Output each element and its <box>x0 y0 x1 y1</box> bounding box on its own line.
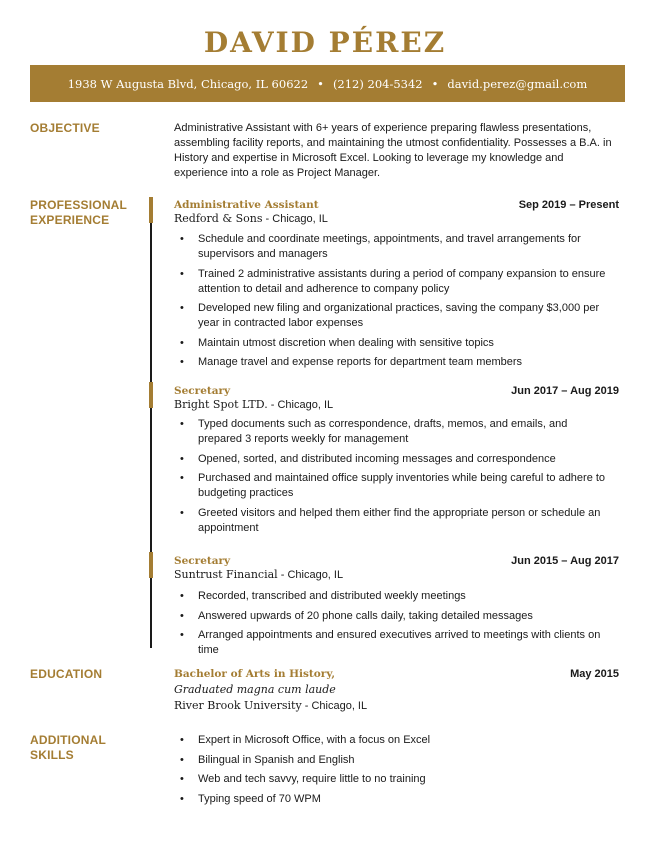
list-item: • Typing speed of 70 WPM <box>174 792 614 807</box>
timeline-line <box>150 197 152 648</box>
job-bullets <box>174 232 614 375</box>
education-school <box>174 699 367 713</box>
job-company <box>174 398 333 412</box>
company-location: - Chicago, IL <box>262 213 328 225</box>
experience-heading-line2: EXPERIENCE <box>30 213 110 227</box>
job-dates: Jun 2017 – Aug 2019 <box>511 385 619 397</box>
job-title: Secretary <box>174 385 231 397</box>
company-location: - Chicago, IL <box>277 569 344 581</box>
list-item: • Purchased and maintained office supply inventories while being careful to adhere to budgeting practices <box>174 471 614 501</box>
list-item: • Typed documents such as correspondence, drafts, memos, and emails, and prepared 3 reports weekly for management <box>174 417 614 447</box>
job-dates: Sep 2019 – Present <box>518 199 619 211</box>
experience-heading <box>30 198 127 228</box>
list-item: • Expert in Microsoft Office, with a focus on Excel <box>174 733 614 748</box>
list-item: • Web and tech savvy, require little to no training <box>174 772 614 787</box>
skills-list <box>174 733 614 811</box>
job-company <box>174 212 328 226</box>
company-name: Redford & Sons <box>174 212 263 225</box>
school-name: River Brook University <box>174 699 302 712</box>
skills-heading <box>30 733 106 763</box>
contact-address: 1938 W Augusta Blvd, Chicago, IL 60622 <box>67 76 309 91</box>
job-bullets <box>174 417 614 540</box>
job-title: Secretary <box>174 555 231 567</box>
job-company <box>174 568 343 582</box>
contact-separator: • <box>317 76 324 91</box>
list-item: • Answered upwards of 20 phone calls daily, taking detailed messages <box>174 609 614 624</box>
skills-heading-line1: ADDITIONAL <box>30 733 106 747</box>
job-dates: Jun 2015 – Aug 2017 <box>511 555 619 567</box>
experience-heading-line1: PROFESSIONAL <box>30 198 128 212</box>
list-item: • Developed new filing and organizational practices, saving the company $3,000 per year in contracted labor expenses <box>174 301 614 331</box>
school-location: - Chicago, IL <box>301 700 368 712</box>
list-item: • Manage travel and expense reports for department team members <box>174 355 614 370</box>
list-item: • Opened, sorted, and distributed incoming messages and correspondence <box>174 452 614 467</box>
timeline-marker <box>149 552 153 578</box>
contact-separator: • <box>431 76 439 91</box>
contact-bar <box>30 65 625 102</box>
education-heading: EDUCATION <box>30 667 103 681</box>
job-title: Administrative Assistant <box>174 199 319 211</box>
objective-text: Administrative Assistant with 6+ years of experience preparing flawless presentations, assembling facility reports, and maintaining the utmost confidentiality. Possesses a B.A. in History and expertise in Microsoft Excel. Looking to leverage my knowledge and experience into a role as Project Manager. <box>174 122 612 179</box>
education-date: May 2015 <box>570 668 619 680</box>
candidate-name: DAVID PÉREZ <box>203 26 447 59</box>
list-item: • Bilingual in Spanish and English <box>174 753 614 768</box>
timeline-marker <box>149 197 153 223</box>
list-item: • Arranged appointments and ensured executives arrived to meetings with clients on time <box>174 628 614 658</box>
contact-email: david.perez@gmail.com <box>447 76 588 91</box>
objective-heading: OBJECTIVE <box>30 121 100 135</box>
list-item: • Maintain utmost discretion when dealing with sensitive topics <box>174 336 614 351</box>
contact-phone: (212) 204-5342 <box>332 76 423 91</box>
company-location: - Chicago, IL <box>267 399 334 411</box>
list-item: • Recorded, transcribed and distributed weekly meetings <box>174 589 614 604</box>
company-name: Suntrust Financial <box>174 568 278 581</box>
company-name: Bright Spot LTD. <box>174 398 268 411</box>
education-honors: Graduated magna cum laude <box>174 683 336 696</box>
education-degree: Bachelor of Arts in History, <box>174 668 336 680</box>
list-item: • Schedule and coordinate meetings, appointments, and travel arrangements for supervisors and managers <box>174 232 614 262</box>
timeline-marker <box>149 382 153 408</box>
list-item: • Greeted visitors and helped them either find the appropriate person or schedule an appointment <box>174 506 614 536</box>
job-bullets <box>174 589 614 663</box>
list-item: • Trained 2 administrative assistants during a period of company expansion to ensure attention to detail and adherence to company policy <box>174 267 614 297</box>
skills-heading-line2: SKILLS <box>30 748 74 762</box>
